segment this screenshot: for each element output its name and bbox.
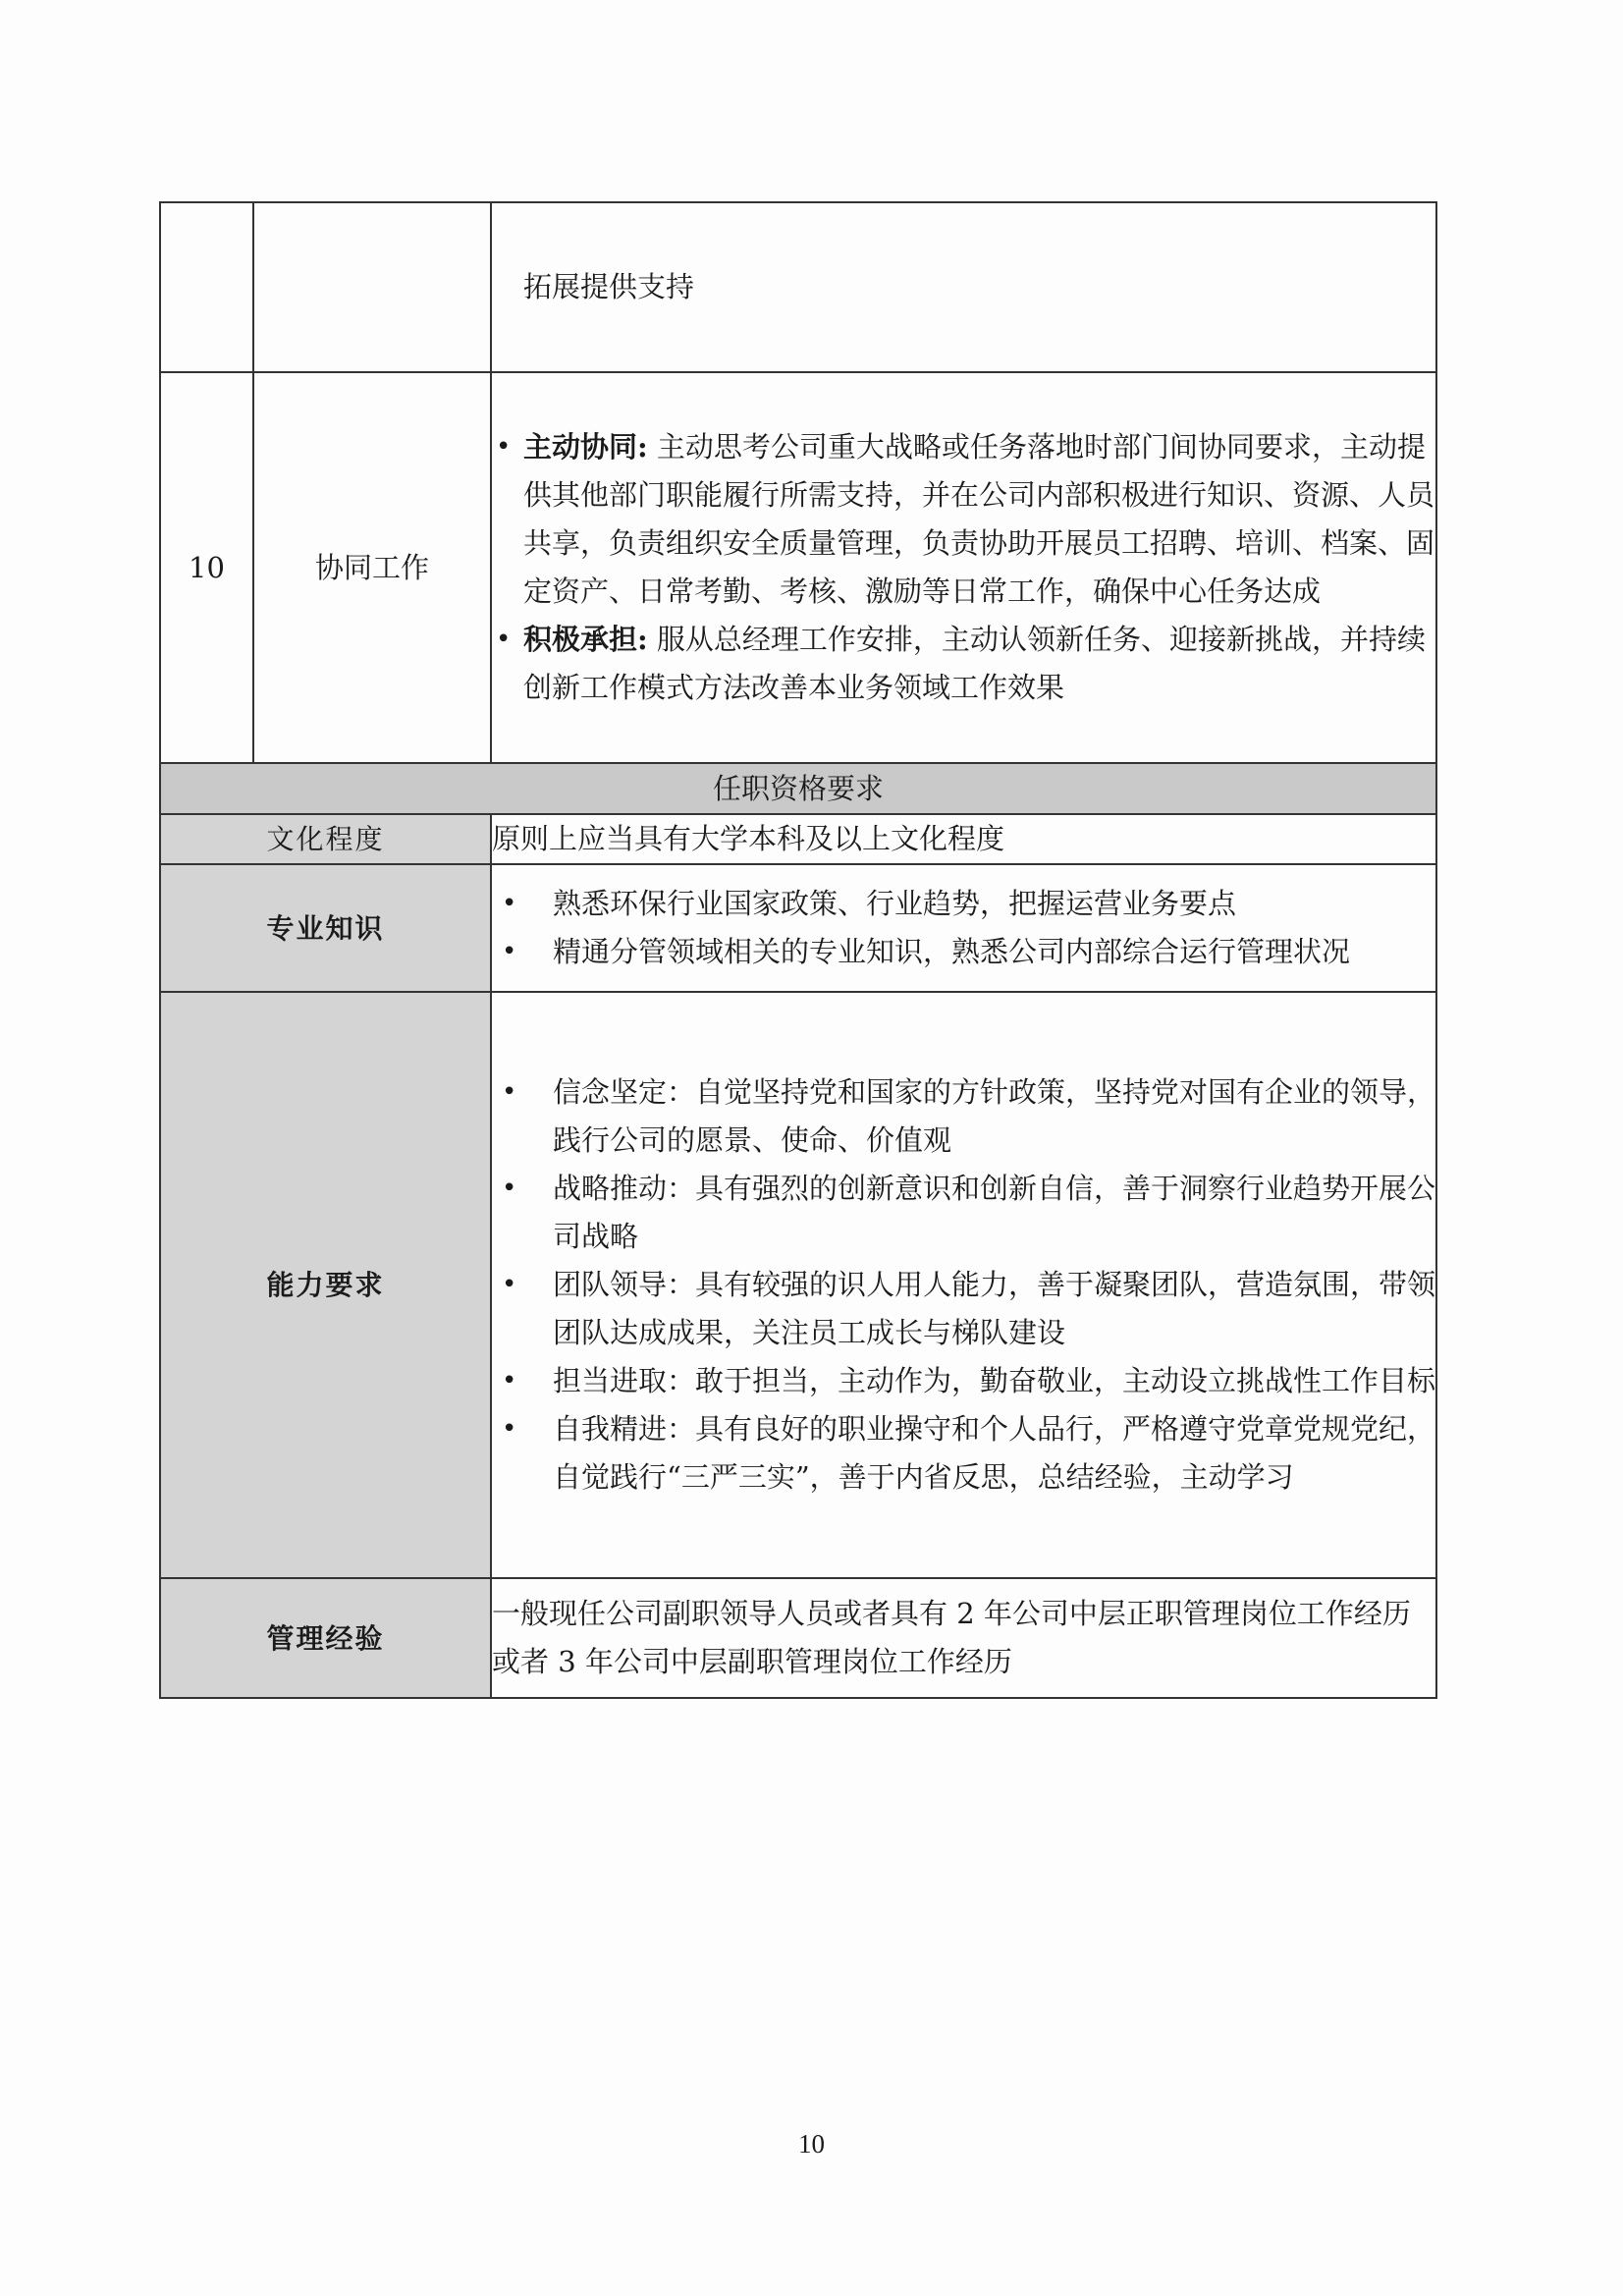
experience-row — [160, 1578, 1436, 1698]
ability-bullet-item — [492, 1261, 1435, 1357]
duty-row-10 — [160, 372, 1436, 763]
duty-bullet-list — [492, 423, 1435, 712]
ability-row — [160, 992, 1436, 1578]
knowledge-bullet-item — [492, 928, 1435, 976]
ability-bullet-item — [492, 1405, 1435, 1502]
bullet-dot-icon: • — [502, 1174, 517, 1203]
ability-bullet-item — [492, 1357, 1435, 1405]
ability-description — [491, 992, 1436, 1578]
knowledge-bullet-list — [492, 880, 1435, 976]
bullet-dot-icon: • — [502, 1366, 517, 1395]
ability-bullet-item — [492, 1165, 1435, 1261]
job-description-table — [159, 201, 1437, 1699]
bullet-dot-icon: • — [502, 937, 517, 966]
ability-bullet-list — [492, 1068, 1435, 1502]
experience-text: 一般现任公司副职领导人员或者具有 2 年公司中层正职管理岗位工作经历或者 3 年公司中层副职管理岗位工作经历 — [491, 1578, 1436, 1698]
bullet-dot-icon: • — [496, 625, 512, 654]
continuation-row — [160, 202, 1436, 372]
knowledge-row — [160, 864, 1436, 992]
continuation-category-cell — [253, 202, 491, 372]
continuation-description-cell — [491, 202, 1436, 372]
education-text: 原则上应当具有大学本科及以上文化程度 — [491, 814, 1436, 864]
knowledge-description — [491, 864, 1436, 992]
knowledge-item-text: 精通分管领域相关的专业知识，熟悉公司内部综合运行管理状况 — [553, 935, 1351, 968]
duty-item-title: 积极承担: — [523, 623, 648, 656]
bullet-dot-icon: • — [502, 1270, 517, 1299]
education-row — [160, 814, 1436, 864]
bullet-dot-icon: • — [502, 1414, 517, 1444]
continuation-number-cell — [160, 202, 253, 372]
knowledge-item-text: 熟悉环保行业国家政策、行业趋势，把握运营业务要点 — [553, 887, 1237, 920]
duty-bullet-item — [492, 616, 1435, 712]
continuation-text: 拓展提供支持 — [523, 270, 695, 303]
duty-item-title: 主动协同: — [523, 430, 648, 464]
ability-item-text: 战略推动：具有强烈的创新意识和创新自信，善于洞察行业趋势开展公司战略 — [553, 1172, 1436, 1253]
ability-item-text: 信念坚定：自觉坚持党和国家的方针政策，坚持党对国有企业的领导，践行公司的愿景、使命、价值观 — [553, 1075, 1436, 1157]
ability-item-text: 自我精进：具有良好的职业操守和个人品行，严格遵守党章党规党纪，自觉践行“三严三实”，善于内省反思，总结经验，主动学习 — [553, 1412, 1436, 1494]
knowledge-bullet-item — [492, 880, 1435, 928]
section-title: 任职资格要求 — [160, 763, 1436, 814]
bullet-dot-icon: • — [502, 889, 517, 918]
duty-description — [491, 372, 1436, 763]
bullet-dot-icon: • — [502, 1077, 517, 1107]
knowledge-label: 专业知识 — [160, 864, 491, 992]
duty-bullet-item — [492, 423, 1435, 616]
ability-item-text: 团队领导：具有较强的识人用人能力，善于凝聚团队，营造氛围，带领团队达成成果，关注员工成长与梯队建设 — [553, 1268, 1436, 1349]
duty-item-text: 服从总经理工作安排，主动认领新任务、迎接新挑战，并持续创新工作模式方法改善本业务领域工作效果 — [523, 623, 1426, 704]
qualifications-section-header — [160, 763, 1436, 814]
bullet-dot-icon: • — [496, 432, 512, 462]
education-label: 文化程度 — [160, 814, 491, 864]
ability-item-text: 担当进取：敢于担当，主动作为，勤奋敬业，主动设立挑战性工作目标 — [553, 1364, 1436, 1397]
experience-label: 管理经验 — [160, 1578, 491, 1698]
duty-category: 协同工作 — [253, 372, 491, 763]
duty-number: 10 — [160, 372, 253, 763]
ability-bullet-item — [492, 1068, 1435, 1165]
ability-label: 能力要求 — [160, 992, 491, 1578]
page-number: 10 — [798, 2129, 825, 2159]
duty-item-text: 主动思考公司重大战略或任务落地时部门间协同要求，主动提供其他部门职能履行所需支持，并在公司内部积极进行知识、资源、人员共享，负责组织安全质量管理，负责协助开展员工招聘、培训、档案、固定资产、日常考勤、考核、激励等日常工作，确保中心任务达成 — [523, 430, 1435, 608]
